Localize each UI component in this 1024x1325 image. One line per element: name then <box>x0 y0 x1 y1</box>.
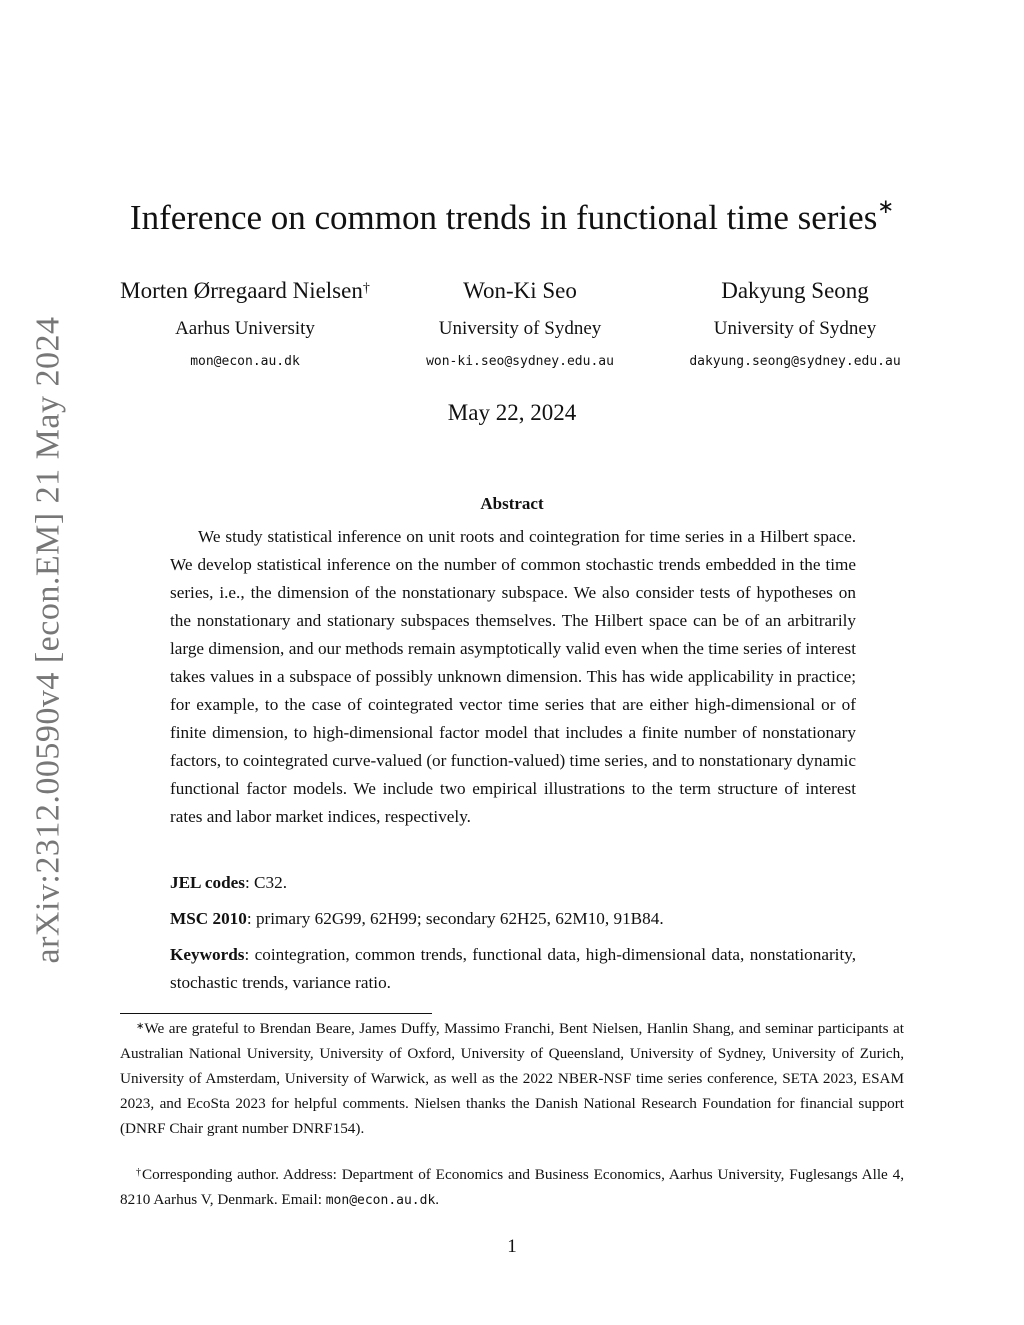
author-block <box>110 276 930 369</box>
footnote-text: We are grateful to Brendan Beare, James Duffy, Massimo Franchi, Bent Nielsen, Hanlin Shang, and seminar participants at Australian National University, University of Oxford, University of Queensland, University of Sydney, University of Zurich, University of Amsterdam, University of Warwick, as well as the 2022 NBER-NSF time series conference, SETA 2023, ESAM 2023, and EcoSta 2023 for helpful comments. Nielsen thanks the Danish National Research Foundation for financial support (DNRF Chair grant number DNRF154). <box>120 1020 904 1137</box>
keywords-label: Keywords <box>170 945 245 964</box>
footnote-corresponding-author <box>120 1162 904 1213</box>
author-3 <box>660 276 930 369</box>
author-email[interactable]: dakyung.seong@sydney.edu.au <box>689 354 901 369</box>
author-name <box>660 276 930 306</box>
author-affiliation: University of Sydney <box>438 318 602 339</box>
author-affiliation: Aarhus University <box>175 318 315 339</box>
title-text: Inference on common trends in functional time series <box>129 198 878 237</box>
footnote-divider <box>120 1013 432 1014</box>
abstract-text: We study statistical inference on unit roots and cointegration for time series in a Hilbert space. We develop statistical inference on the number of common stochastic trends embedded in the time series, i.e., the dimension of the nonstationary subspace. We also consider tests of hypotheses on the nonstationary and stationary subspaces themselves. The Hilbert space can be of an arbitrarily large dimension, and our methods remain asymptotically valid even when the time series of interest takes values in a subspace of possibly unknown dimension. This has wide applicability in practice; for example, to the case of cointegrated vector time series that are either high-dimensional or of finite dimension, to high-dimensional factor model that includes a finite number of nonstationary factors, to cointegrated curve-valued (or function-valued) time series, and to nonstationary dynamic functional factor models. We include two empirical illustrations to the term structure of interest rates and labor market indices, respectively. <box>170 527 856 826</box>
publication-date: May 22, 2024 <box>447 400 577 425</box>
footnote-email[interactable]: mon@econ.au.dk <box>325 1193 436 1208</box>
arxiv-stamp-text: arXiv:2312.00590v4 [econ.EM] 21 May 2024 <box>29 316 67 964</box>
abstract-heading: Abstract <box>480 494 544 513</box>
author-1 <box>110 276 380 369</box>
page-number: 1 <box>507 1236 517 1257</box>
jel-value: : C32. <box>244 873 287 892</box>
author-name-text: Morten Ørregaard Nielsen <box>120 278 363 303</box>
author-affiliation: University of Sydney <box>713 318 877 339</box>
author-email[interactable]: mon@econ.au.dk <box>190 354 300 369</box>
author-name <box>385 276 655 306</box>
author-name-text: Dakyung Seong <box>721 278 869 303</box>
keywords <box>170 941 856 997</box>
footnote-end: . <box>435 1191 440 1208</box>
msc-label: MSC 2010 <box>170 909 247 928</box>
footnote-mark: † <box>136 1167 143 1178</box>
msc-value: : primary 62G99, 62H99; secondary 62H25, 62M10, 91B84. <box>246 909 664 928</box>
footnote-acknowledgements <box>120 1016 904 1141</box>
title-footnote-mark: ∗ <box>877 196 895 218</box>
author-name <box>110 276 380 306</box>
footnote-text: Corresponding author. Address: Department of Economics and Business Economics, Aarhus University, Fuglesangs Alle 4, 8210 Aarhus V, Denmark. Email: <box>120 1166 904 1208</box>
msc-codes <box>170 905 856 933</box>
author-email[interactable]: won-ki.seo@sydney.edu.au <box>426 354 614 369</box>
author-name-text: Won-Ki Seo <box>463 278 577 303</box>
author-2 <box>385 276 655 369</box>
footnote-mark: ∗ <box>136 1021 145 1032</box>
jel-label: JEL codes <box>170 873 245 892</box>
paper-title <box>0 198 1024 238</box>
author-footnote-mark: † <box>362 281 370 296</box>
jel-codes <box>170 869 856 897</box>
keywords-value: : cointegration, common trends, functional data, high-dimensional data, nonstationarity, stochastic trends, variance ratio. <box>170 945 856 992</box>
